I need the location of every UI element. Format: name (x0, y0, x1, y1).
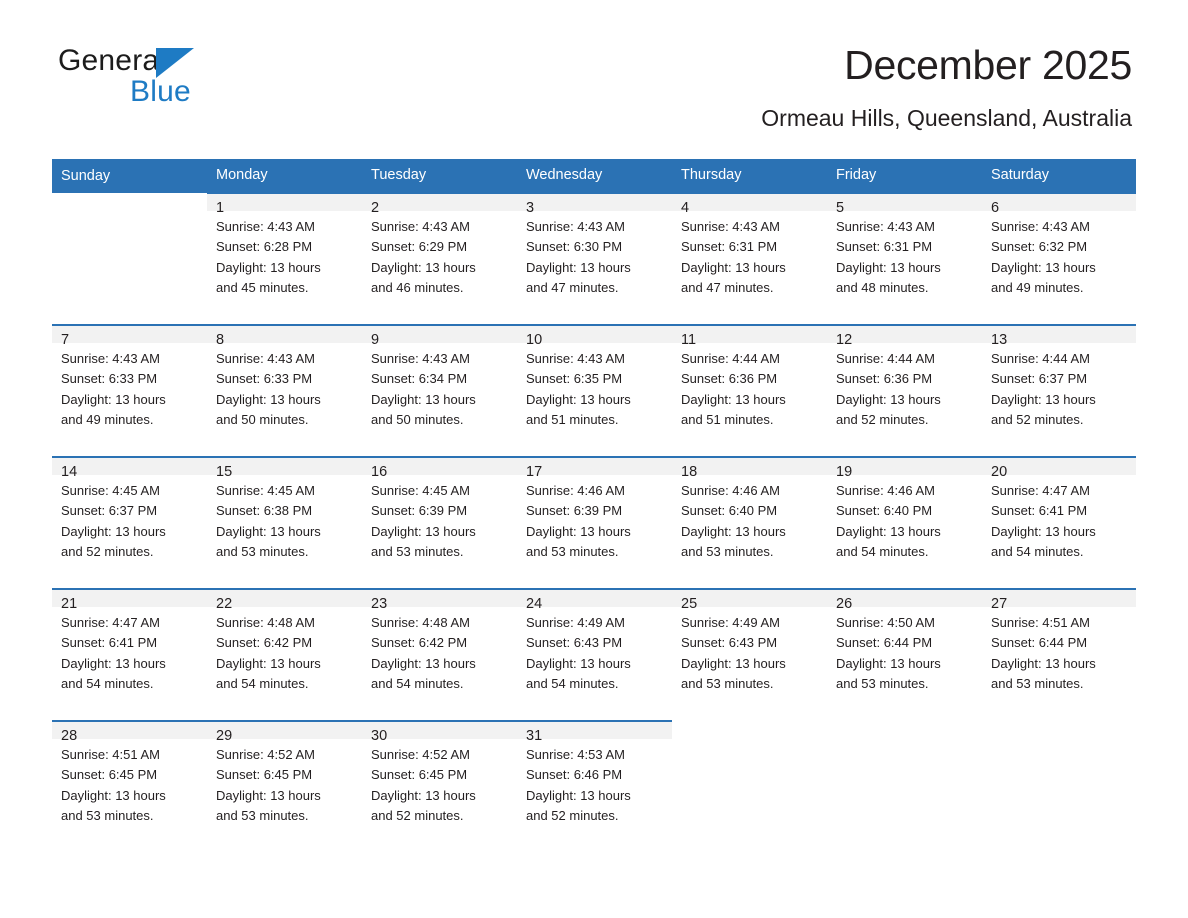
day-number (672, 721, 827, 738)
day-number: 16 (362, 458, 517, 475)
day-sun-info-line: Sunset: 6:39 PM (526, 503, 623, 519)
day-sun-info (982, 607, 1136, 694)
day-sun-info (827, 475, 982, 562)
calendar-day-cell[interactable] (517, 721, 672, 838)
day-number: 3 (517, 194, 672, 211)
day-sun-info-line: Daylight: 13 hours (216, 655, 321, 671)
day-sun-info-line: Sunset: 6:36 PM (681, 371, 778, 387)
day-sun-info-line: Daylight: 13 hours (526, 391, 631, 407)
day-sun-info (827, 211, 982, 298)
day-number: 17 (517, 458, 672, 475)
day-sun-info-line: Sunrise: 4:49 AM (526, 615, 625, 630)
day-number: 18 (672, 458, 827, 475)
day-number: 2 (362, 194, 517, 211)
day-sun-info-line: Sunrise: 4:52 AM (371, 747, 470, 762)
day-sun-info-line: Daylight: 13 hours (371, 391, 476, 407)
day-sun-info-line: and 54 minutes. (371, 675, 464, 691)
day-sun-info-line: Sunset: 6:29 PM (371, 239, 468, 255)
day-sun-info (672, 343, 827, 430)
day-sun-info-line: Daylight: 13 hours (61, 523, 166, 539)
day-sun-info-line: Sunrise: 4:43 AM (681, 219, 780, 234)
day-sun-info-line: and 52 minutes. (526, 807, 619, 823)
day-sun-info (517, 475, 672, 562)
day-number: 25 (672, 590, 827, 607)
day-sun-info-line: Daylight: 13 hours (836, 655, 941, 671)
day-sun-info-line: and 45 minutes. (216, 279, 309, 295)
day-sun-info-line: Daylight: 13 hours (526, 259, 631, 275)
calendar-day-cell[interactable] (827, 457, 982, 574)
day-number: 13 (982, 326, 1136, 343)
day-sun-info-line: Sunrise: 4:49 AM (681, 615, 780, 630)
day-sun-info-line: Sunrise: 4:43 AM (526, 351, 625, 366)
day-sun-info-line: Sunrise: 4:46 AM (526, 483, 625, 498)
day-sun-info-line: and 53 minutes. (526, 543, 619, 559)
day-sun-info-line: Sunset: 6:46 PM (526, 767, 623, 783)
day-sun-info-line: Sunrise: 4:43 AM (371, 351, 470, 366)
calendar-empty-cell (52, 193, 207, 310)
sunrise-sunset-calendar (52, 159, 1136, 838)
day-sun-info-line: Daylight: 13 hours (371, 259, 476, 275)
day-number: 1 (207, 194, 362, 211)
day-sun-info-line: Daylight: 13 hours (371, 655, 476, 671)
day-sun-info-line: Sunrise: 4:50 AM (836, 615, 935, 630)
weekday-header-friday: Friday (827, 159, 982, 193)
day-sun-info-line: Sunset: 6:34 PM (371, 371, 468, 387)
weekday-header-saturday: Saturday (982, 159, 1136, 193)
day-sun-info-line: Sunrise: 4:43 AM (371, 219, 470, 234)
calendar-day-cell[interactable] (207, 589, 362, 706)
day-sun-info-line: Sunrise: 4:43 AM (216, 351, 315, 366)
day-sun-info (362, 607, 517, 694)
page-title: December 2025 (844, 42, 1132, 88)
day-sun-info-line: Daylight: 13 hours (681, 655, 786, 671)
calendar-week-spacer-cell (52, 442, 1136, 457)
day-number: 27 (982, 590, 1136, 607)
day-sun-info-line: and 51 minutes. (526, 411, 619, 427)
day-sun-info-line: Sunset: 6:44 PM (836, 635, 933, 651)
calendar-day-cell[interactable] (207, 193, 362, 310)
day-sun-info (517, 211, 672, 298)
day-sun-info-line: Daylight: 13 hours (991, 391, 1096, 407)
day-sun-info (672, 607, 827, 694)
day-number: 5 (827, 194, 982, 211)
day-sun-info (207, 343, 362, 430)
day-sun-info (827, 607, 982, 694)
day-sun-info-line: Sunrise: 4:43 AM (991, 219, 1090, 234)
day-sun-info-line: Sunset: 6:33 PM (216, 371, 313, 387)
day-sun-info-line: and 53 minutes. (681, 543, 774, 559)
day-sun-info-line: and 54 minutes. (836, 543, 929, 559)
day-number: 11 (672, 326, 827, 343)
calendar-day-cell[interactable] (517, 325, 672, 442)
day-sun-info-line: Sunset: 6:42 PM (216, 635, 313, 651)
day-sun-info (362, 739, 517, 826)
day-sun-info (207, 739, 362, 826)
day-number: 26 (827, 590, 982, 607)
day-sun-info (827, 343, 982, 430)
day-sun-info-line: and 54 minutes. (991, 543, 1084, 559)
day-number: 6 (982, 194, 1136, 211)
calendar-day-cell[interactable] (982, 325, 1136, 442)
calendar-day-cell[interactable] (362, 721, 517, 838)
day-sun-info-line: Sunset: 6:28 PM (216, 239, 313, 255)
day-sun-info-line: Daylight: 13 hours (681, 391, 786, 407)
calendar-day-cell[interactable] (517, 193, 672, 310)
calendar-week-spacer-cell (52, 310, 1136, 325)
day-sun-info-line: Daylight: 13 hours (61, 655, 166, 671)
day-sun-info (362, 343, 517, 430)
day-sun-info-line: Sunrise: 4:47 AM (61, 615, 160, 630)
day-sun-info-line: Sunset: 6:41 PM (61, 635, 158, 651)
calendar-day-cell[interactable] (52, 589, 207, 706)
day-sun-info-line: and 52 minutes. (991, 411, 1084, 427)
day-sun-info-line: and 49 minutes. (991, 279, 1084, 295)
day-sun-info-line: Sunrise: 4:44 AM (681, 351, 780, 366)
day-sun-info-line: Daylight: 13 hours (836, 523, 941, 539)
day-sun-info-line: Sunrise: 4:47 AM (991, 483, 1090, 498)
day-sun-info-line: Sunset: 6:45 PM (216, 767, 313, 783)
day-sun-info-line: Sunrise: 4:51 AM (61, 747, 160, 762)
day-sun-info-line: Sunrise: 4:48 AM (216, 615, 315, 630)
day-sun-info (207, 211, 362, 298)
day-sun-info-line: Daylight: 13 hours (836, 391, 941, 407)
weekday-header-tuesday: Tuesday (362, 159, 517, 193)
day-sun-info-line: and 47 minutes. (681, 279, 774, 295)
day-sun-info-line: Daylight: 13 hours (526, 523, 631, 539)
day-sun-info-line: and 53 minutes. (836, 675, 929, 691)
day-sun-info (517, 343, 672, 430)
day-sun-info-line: Sunset: 6:38 PM (216, 503, 313, 519)
calendar-day-cell[interactable] (827, 193, 982, 310)
day-sun-info (362, 211, 517, 298)
day-number: 29 (207, 722, 362, 739)
day-sun-info-line: Sunset: 6:33 PM (61, 371, 158, 387)
day-sun-info (362, 475, 517, 562)
day-sun-info-line: Sunrise: 4:51 AM (991, 615, 1090, 630)
logo-text-blue: Blue (130, 75, 191, 108)
day-sun-info-line: Sunset: 6:36 PM (836, 371, 933, 387)
calendar-day-cell[interactable] (827, 589, 982, 706)
day-sun-info-line: Sunset: 6:42 PM (371, 635, 468, 651)
day-sun-info-line: and 53 minutes. (61, 807, 154, 823)
day-sun-info-line: Sunset: 6:43 PM (526, 635, 623, 651)
day-number (827, 721, 982, 738)
day-sun-info-line: Sunrise: 4:45 AM (61, 483, 160, 498)
day-sun-info-line: and 54 minutes. (526, 675, 619, 691)
calendar-day-cell[interactable] (672, 193, 827, 310)
calendar-body (52, 193, 1136, 838)
day-sun-info-line: and 50 minutes. (371, 411, 464, 427)
day-sun-info-line: Sunset: 6:37 PM (991, 371, 1088, 387)
day-sun-info-line: Daylight: 13 hours (61, 787, 166, 803)
day-sun-info-line: Daylight: 13 hours (216, 787, 321, 803)
day-sun-info (517, 739, 672, 826)
day-sun-info-line: Daylight: 13 hours (216, 523, 321, 539)
calendar-week-row (52, 721, 1136, 838)
day-sun-info (52, 607, 207, 694)
day-sun-info-line: and 48 minutes. (836, 279, 929, 295)
weekday-header-thursday: Thursday (672, 159, 827, 193)
day-number: 4 (672, 194, 827, 211)
day-number: 8 (207, 326, 362, 343)
calendar-day-cell[interactable] (207, 325, 362, 442)
calendar-day-cell[interactable] (672, 325, 827, 442)
day-sun-info-line: and 54 minutes. (61, 675, 154, 691)
calendar-empty-cell (982, 721, 1136, 838)
day-sun-info-line: and 52 minutes. (371, 807, 464, 823)
day-sun-info-line: Sunrise: 4:46 AM (836, 483, 935, 498)
page-header (52, 0, 1136, 131)
day-sun-info-line: Daylight: 13 hours (216, 391, 321, 407)
day-number: 7 (52, 326, 207, 343)
day-sun-info (982, 211, 1136, 298)
day-number: 14 (52, 458, 207, 475)
day-sun-info-line: Sunset: 6:31 PM (681, 239, 778, 255)
logo-text-general: General (58, 44, 167, 77)
day-sun-info-line: and 51 minutes. (681, 411, 774, 427)
calendar-day-cell[interactable] (207, 721, 362, 838)
day-number: 30 (362, 722, 517, 739)
day-sun-info-line: and 53 minutes. (216, 543, 309, 559)
day-sun-info (207, 475, 362, 562)
calendar-day-cell[interactable] (672, 589, 827, 706)
calendar-day-cell[interactable] (362, 457, 517, 574)
day-sun-info-line: Sunrise: 4:52 AM (216, 747, 315, 762)
day-number: 19 (827, 458, 982, 475)
day-sun-info-line: Sunset: 6:43 PM (681, 635, 778, 651)
day-sun-info-line: Daylight: 13 hours (991, 259, 1096, 275)
weekday-header-monday: Monday (207, 159, 362, 193)
day-number: 10 (517, 326, 672, 343)
calendar-day-cell[interactable] (517, 457, 672, 574)
day-sun-info-line: Sunrise: 4:43 AM (836, 219, 935, 234)
day-number (982, 721, 1136, 738)
day-number: 20 (982, 458, 1136, 475)
calendar-day-cell[interactable] (517, 589, 672, 706)
day-number: 9 (362, 326, 517, 343)
day-sun-info (52, 739, 207, 826)
day-sun-info-line: and 49 minutes. (61, 411, 154, 427)
day-sun-info-line: and 52 minutes. (61, 543, 154, 559)
day-sun-info-line: Sunset: 6:31 PM (836, 239, 933, 255)
day-sun-info-line: Daylight: 13 hours (371, 787, 476, 803)
day-sun-info-line: Daylight: 13 hours (216, 259, 321, 275)
day-sun-info-line: Sunset: 6:35 PM (526, 371, 623, 387)
calendar-week-spacer (52, 706, 1136, 721)
day-sun-info-line: Sunset: 6:45 PM (371, 767, 468, 783)
day-sun-info-line: Daylight: 13 hours (836, 259, 941, 275)
calendar-week-spacer (52, 310, 1136, 325)
day-sun-info-line: Sunrise: 4:46 AM (681, 483, 780, 498)
day-sun-info (52, 343, 207, 430)
calendar-empty-cell (827, 721, 982, 838)
day-sun-info-line: Sunset: 6:41 PM (991, 503, 1088, 519)
day-sun-info-line: Sunset: 6:32 PM (991, 239, 1088, 255)
weekday-header-sunday: Sunday (52, 159, 207, 193)
day-sun-info-line: Sunset: 6:30 PM (526, 239, 623, 255)
day-number: 31 (517, 722, 672, 739)
calendar-week-spacer (52, 442, 1136, 457)
day-number: 23 (362, 590, 517, 607)
calendar-week-spacer-cell (52, 574, 1136, 589)
day-number: 12 (827, 326, 982, 343)
day-sun-info-line: Sunrise: 4:53 AM (526, 747, 625, 762)
day-sun-info-line: Sunset: 6:39 PM (371, 503, 468, 519)
calendar-day-cell[interactable] (362, 193, 517, 310)
day-number: 22 (207, 590, 362, 607)
day-sun-info-line: Sunrise: 4:43 AM (216, 219, 315, 234)
day-sun-info (517, 607, 672, 694)
calendar-day-cell[interactable] (207, 457, 362, 574)
generalblue-logo (58, 46, 258, 110)
day-sun-info-line: and 53 minutes. (681, 675, 774, 691)
calendar-day-cell[interactable] (52, 457, 207, 574)
day-sun-info-line: and 46 minutes. (371, 279, 464, 295)
calendar-day-cell[interactable] (362, 325, 517, 442)
day-sun-info (52, 475, 207, 562)
calendar-week-row (52, 193, 1136, 310)
day-sun-info-line: Daylight: 13 hours (991, 655, 1096, 671)
day-sun-info-line: Sunrise: 4:48 AM (371, 615, 470, 630)
day-sun-info-line: and 53 minutes. (371, 543, 464, 559)
day-sun-info-line: Daylight: 13 hours (371, 523, 476, 539)
day-sun-info-line: Sunrise: 4:43 AM (61, 351, 160, 366)
day-sun-info-line: Sunrise: 4:43 AM (526, 219, 625, 234)
day-sun-info-line: and 52 minutes. (836, 411, 929, 427)
day-sun-info-line: and 50 minutes. (216, 411, 309, 427)
day-number: 15 (207, 458, 362, 475)
calendar-day-cell[interactable] (982, 457, 1136, 574)
day-number: 28 (52, 722, 207, 739)
calendar-day-cell[interactable] (982, 193, 1136, 310)
day-sun-info-line: Sunset: 6:44 PM (991, 635, 1088, 651)
day-sun-info-line: and 54 minutes. (216, 675, 309, 691)
day-sun-info-line: Sunrise: 4:45 AM (371, 483, 470, 498)
day-sun-info-line: Daylight: 13 hours (61, 391, 166, 407)
day-sun-info (207, 607, 362, 694)
day-sun-info-line: Sunset: 6:37 PM (61, 503, 158, 519)
calendar-day-cell[interactable] (827, 325, 982, 442)
calendar-week-row (52, 457, 1136, 574)
day-sun-info (672, 475, 827, 562)
day-sun-info (982, 475, 1136, 562)
day-sun-info-line: Daylight: 13 hours (991, 523, 1096, 539)
day-sun-info-line: Daylight: 13 hours (681, 259, 786, 275)
calendar-day-cell[interactable] (362, 589, 517, 706)
calendar-day-cell[interactable] (52, 721, 207, 838)
weekday-header-wednesday: Wednesday (517, 159, 672, 193)
day-sun-info-line: Sunrise: 4:44 AM (991, 351, 1090, 366)
day-sun-info-line: Sunrise: 4:45 AM (216, 483, 315, 498)
calendar-empty-cell (672, 721, 827, 838)
day-number: 21 (52, 590, 207, 607)
day-number: 24 (517, 590, 672, 607)
calendar-day-cell[interactable] (982, 589, 1136, 706)
calendar-week-row (52, 589, 1136, 706)
day-sun-info-line: and 53 minutes. (991, 675, 1084, 691)
calendar-week-row (52, 325, 1136, 442)
day-sun-info-line: Sunset: 6:40 PM (836, 503, 933, 519)
day-sun-info-line: Daylight: 13 hours (526, 787, 631, 803)
day-sun-info-line: and 47 minutes. (526, 279, 619, 295)
page-subtitle-location: Ormeau Hills, Queensland, Australia (761, 105, 1132, 131)
day-sun-info (672, 211, 827, 298)
day-sun-info-line: Sunset: 6:40 PM (681, 503, 778, 519)
day-sun-info (982, 343, 1136, 430)
logo-triangle-icon (156, 48, 194, 78)
calendar-day-cell[interactable] (672, 457, 827, 574)
day-sun-info-line: and 53 minutes. (216, 807, 309, 823)
day-sun-info-line: Sunset: 6:45 PM (61, 767, 158, 783)
calendar-week-spacer-cell (52, 706, 1136, 721)
day-sun-info-line: Sunrise: 4:44 AM (836, 351, 935, 366)
day-number (52, 193, 207, 210)
calendar-day-cell[interactable] (52, 325, 207, 442)
day-sun-info-line: Daylight: 13 hours (681, 523, 786, 539)
calendar-header-row (52, 159, 1136, 193)
day-sun-info-line: Daylight: 13 hours (526, 655, 631, 671)
calendar-week-spacer (52, 574, 1136, 589)
